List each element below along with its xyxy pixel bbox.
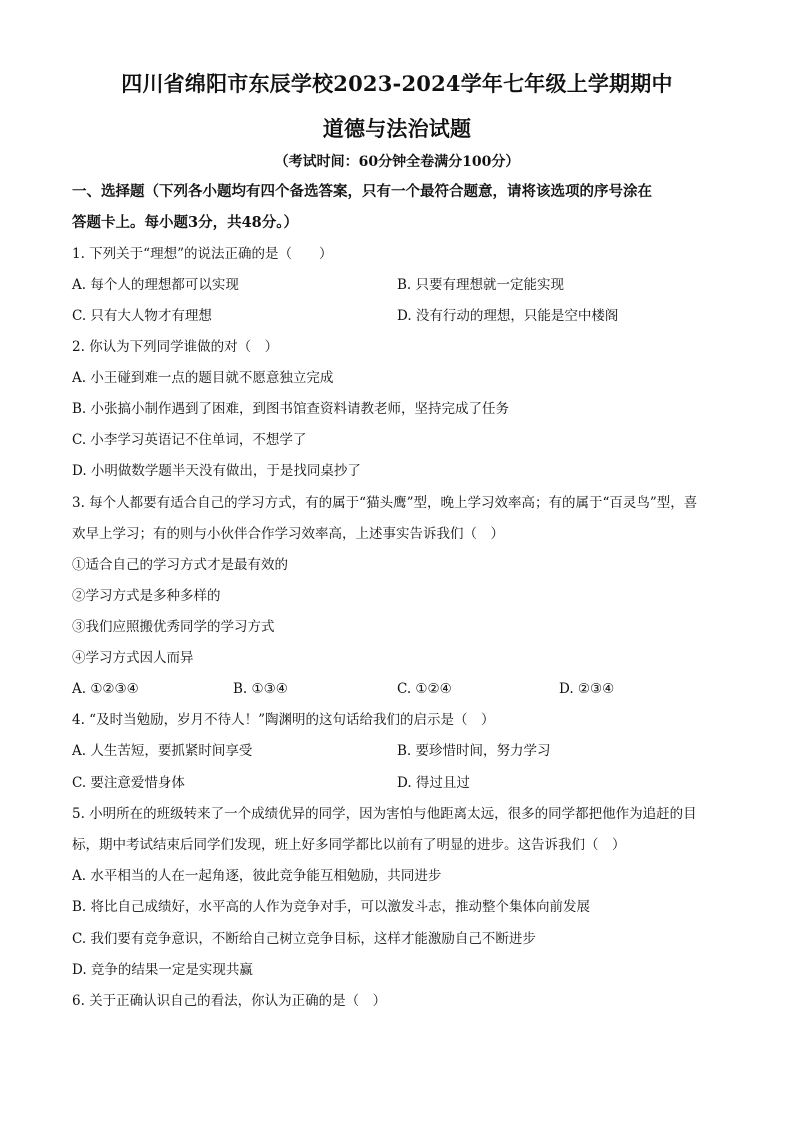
exam-title-line1: 四川省绵阳市东辰学校2023-2024学年七年级上学期期中 <box>121 71 673 96</box>
question-4-option-b: B. 要珍惜时间，努力学习 <box>397 743 551 759</box>
question-1-option-c: C. 只有大人物才有理想 <box>72 308 212 324</box>
question-4-option-d: D. 得过且过 <box>397 775 470 791</box>
exam-title-line2: 道德与法治试题 <box>322 116 472 141</box>
section-heading-line2: 答题卡上。每小题3分，共48分。） <box>72 214 299 231</box>
question-3-item-3: ③我们应照搬优秀同学的学习方式 <box>72 619 275 635</box>
question-3-option-b: B. ①③④ <box>233 681 288 697</box>
question-3-stem-line1: 3. 每个人都要有适合自己的学习方式，有的属于“猫头鹰”型，晚上学习效率高；有的属于“百灵鸟”型，喜 <box>72 495 698 511</box>
question-2-option-c: C. 小李学习英语记不住单词，不想学了 <box>72 432 307 448</box>
question-3-item-4: ④学习方式因人而异 <box>72 650 194 666</box>
question-2-option-a: A. 小王碰到难一点的题目就不愿意独立完成 <box>72 370 334 386</box>
question-1-option-a: A. 每个人的理想都可以实现 <box>72 277 239 293</box>
question-4-stem: 4. “及时当勉励，岁月不待人！”陶渊明的这句话给我们的启示是（ ） <box>72 712 495 728</box>
question-5-option-c: C. 我们要有竞争意识，不断给自己树立竞争目标，这样才能激励自己不断进步 <box>72 931 536 947</box>
question-4-option-a: A. 人生苦短，要抓紧时间享受 <box>72 743 253 759</box>
section-heading-line1: 一、选择题（下列各小题均有四个备选答案，只有一个最符合题意，请将该选项的序号涂在 <box>72 183 652 200</box>
question-3-item-1: ①适合自己的学习方式才是最有效的 <box>72 557 288 573</box>
question-5-stem-line1: 5. 小明所在的班级转来了一个成绩优异的同学，因为害怕与他距离太远，很多的同学都把他作为追赶的目 <box>72 806 697 822</box>
question-3-option-d: D. ②③④ <box>559 681 615 697</box>
question-2-option-b: B. 小张搞小制作遇到了困难，到图书馆查资料请教老师，坚持完成了任务 <box>72 401 510 417</box>
question-5-option-b: B. 将比自己成绩好，水平高的人作为竞争对手，可以激发斗志，推动整个集体向前发展 <box>72 899 591 915</box>
question-4-option-c: C. 要注意爱惜身体 <box>72 775 185 791</box>
question-5-option-d: D. 竞争的结果一定是实现共赢 <box>72 962 253 978</box>
question-1-stem: 1. 下列关于“理想”的说法正确的是（ ） <box>72 246 333 262</box>
question-1-option-b: B. 只要有理想就一定能实现 <box>397 277 565 293</box>
question-5-option-a: A. 水平相当的人在一起角逐，彼此竞争能互相勉励，共同进步 <box>72 868 442 884</box>
question-2-stem: 2. 你认为下列同学谁做的对（ ） <box>72 339 279 355</box>
question-3-item-2: ②学习方式是多种多样的 <box>72 588 221 604</box>
question-6-stem: 6. 关于正确认识自己的看法，你认为正确的是（ ） <box>72 993 387 1009</box>
question-3-stem-line2: 欢早上学习；有的则与小伙伴合作学习效率高，上述事实告诉我们（ ） <box>72 526 504 542</box>
question-3-option-c: C. ①②④ <box>397 681 452 697</box>
question-1-option-d: D. 没有行动的理想，只能是空中楼阁 <box>397 308 619 324</box>
question-3-option-a: A. ①②③④ <box>72 681 139 697</box>
exam-time-note: （考试时间：60分钟全卷满分100分） <box>274 154 520 170</box>
question-2-option-d: D. 小明做数学题半天没有做出，于是找同桌抄了 <box>72 463 361 479</box>
question-5-stem-line2: 标，期中考试结束后同学们发现，班上好多同学都比以前有了明显的进步。这告诉我们（ ） <box>72 837 626 853</box>
